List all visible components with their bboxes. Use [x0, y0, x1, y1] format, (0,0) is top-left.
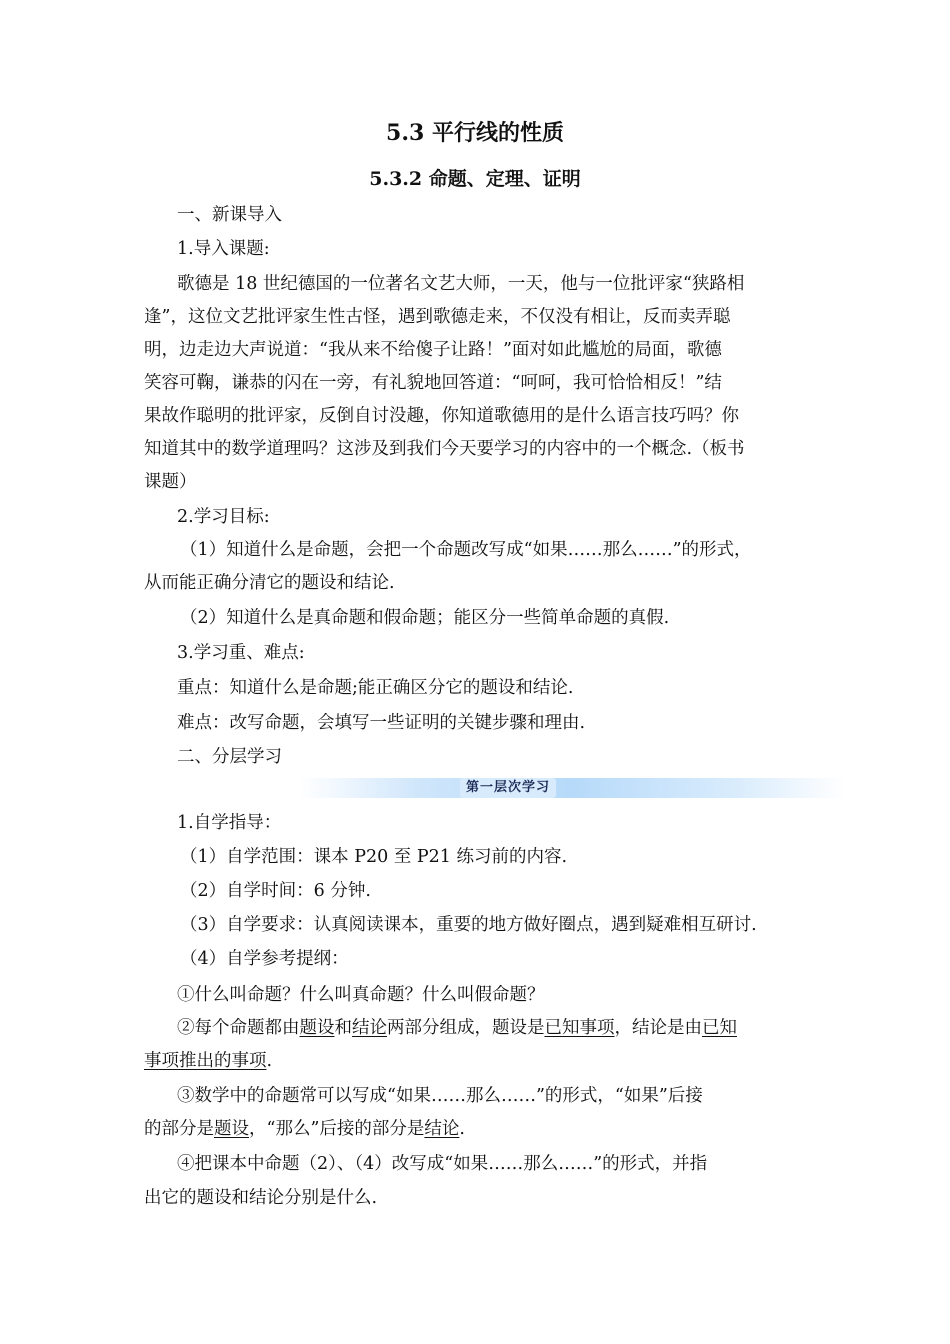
key-point: 重点：知道什么是命题;能正确区分它的题设和结论.: [177, 678, 574, 698]
intro-heading: 1.导入课题:: [177, 239, 270, 259]
blank-answer: 结论: [424, 1119, 460, 1139]
intro-line: 逢”，这位文艺批评家生性古怪，遇到歌德走来，不仅没有相让，反而卖弄聪: [144, 307, 731, 327]
layer-banner: [300, 778, 845, 798]
intro-line: 明，边走边大声说道：“我从来不给傻子让路！”面对如此尴尬的局面，歌德: [144, 340, 722, 360]
intro-line: 歌德是 18 世纪德国的一位著名文艺大师，一天，他与一位批评家“狭路相: [177, 274, 745, 294]
difficult-point: 难点：改写命题，会填写一些证明的关键步骤和理由.: [177, 713, 586, 733]
study-requirement: （3）自学要求：认真阅读课本，重要的地方做好圈点，遇到疑难相互研讨.: [180, 915, 757, 935]
self-study-heading: 1.自学指导：: [177, 813, 282, 833]
page-subtitle: 5.3.2 命题、定理、证明: [369, 168, 581, 190]
keypoints-heading: 3.学习重、难点:: [177, 643, 305, 663]
goals-heading: 2.学习目标:: [177, 507, 270, 527]
question-2: ②每个命题都由题设和结论两部分组成，题设是已知事项，结论是由已知: [177, 1018, 737, 1038]
study-outline: （4）自学参考提纲：: [180, 949, 349, 969]
blank-answer: 题设: [299, 1018, 335, 1038]
intro-line: 知道其中的数学道理吗？这涉及到我们今天要学习的内容中的一个概念.（板书: [144, 439, 745, 459]
goal-2: （2）知道什么是真命题和假命题；能区分一些简单命题的真假.: [180, 608, 670, 628]
section-heading-2: 二、分层学习: [177, 747, 282, 767]
question-3-cont: 的部分是题设，“那么”后接的部分是结论.: [144, 1119, 465, 1139]
question-1: ①什么叫命题？什么叫真命题？什么叫假命题？: [177, 985, 545, 1005]
question-2-cont: 事项推出的事项.: [144, 1051, 273, 1071]
goal-1: （1）知道什么是命题，会把一个命题改写成“如果……那么……”的形式，: [180, 540, 752, 560]
blank-answer: 题设: [214, 1119, 249, 1139]
blank-answer: 结论: [352, 1018, 387, 1038]
banner-label: 第一层次学习: [460, 778, 556, 798]
study-time: （2）自学时间：6 分钟.: [180, 881, 371, 901]
goal-1-cont: 从而能正确分清它的题设和结论.: [144, 573, 395, 593]
blank-answer: 已知事项: [544, 1018, 615, 1038]
blank-answer: 事项推出的事项: [144, 1051, 267, 1071]
intro-line: 笑容可鞠，谦恭的闪在一旁，有礼貌地回答道：“呵呵，我可恰恰相反！”结: [144, 373, 722, 393]
question-3: ③数学中的命题常可以写成“如果……那么……”的形式，“如果”后接: [177, 1086, 703, 1106]
intro-line: 果故作聪明的批评家，反倒自讨没趣，你知道歌德用的是什么语言技巧吗？你: [144, 406, 739, 426]
blank-answer: 已知: [702, 1018, 737, 1038]
question-4-cont: 出它的题设和结论分别是什么.: [144, 1188, 378, 1208]
section-heading-1: 一、新课导入: [177, 205, 282, 225]
study-scope: （1）自学范围：课本 P20 至 P21 练习前的内容.: [180, 847, 568, 867]
question-4: ④把课本中命题（2）、（4）改写成“如果……那么……”的形式，并指: [177, 1154, 708, 1174]
intro-line: 课题）: [144, 472, 197, 492]
page-title: 5.3 平行线的性质: [386, 120, 564, 146]
